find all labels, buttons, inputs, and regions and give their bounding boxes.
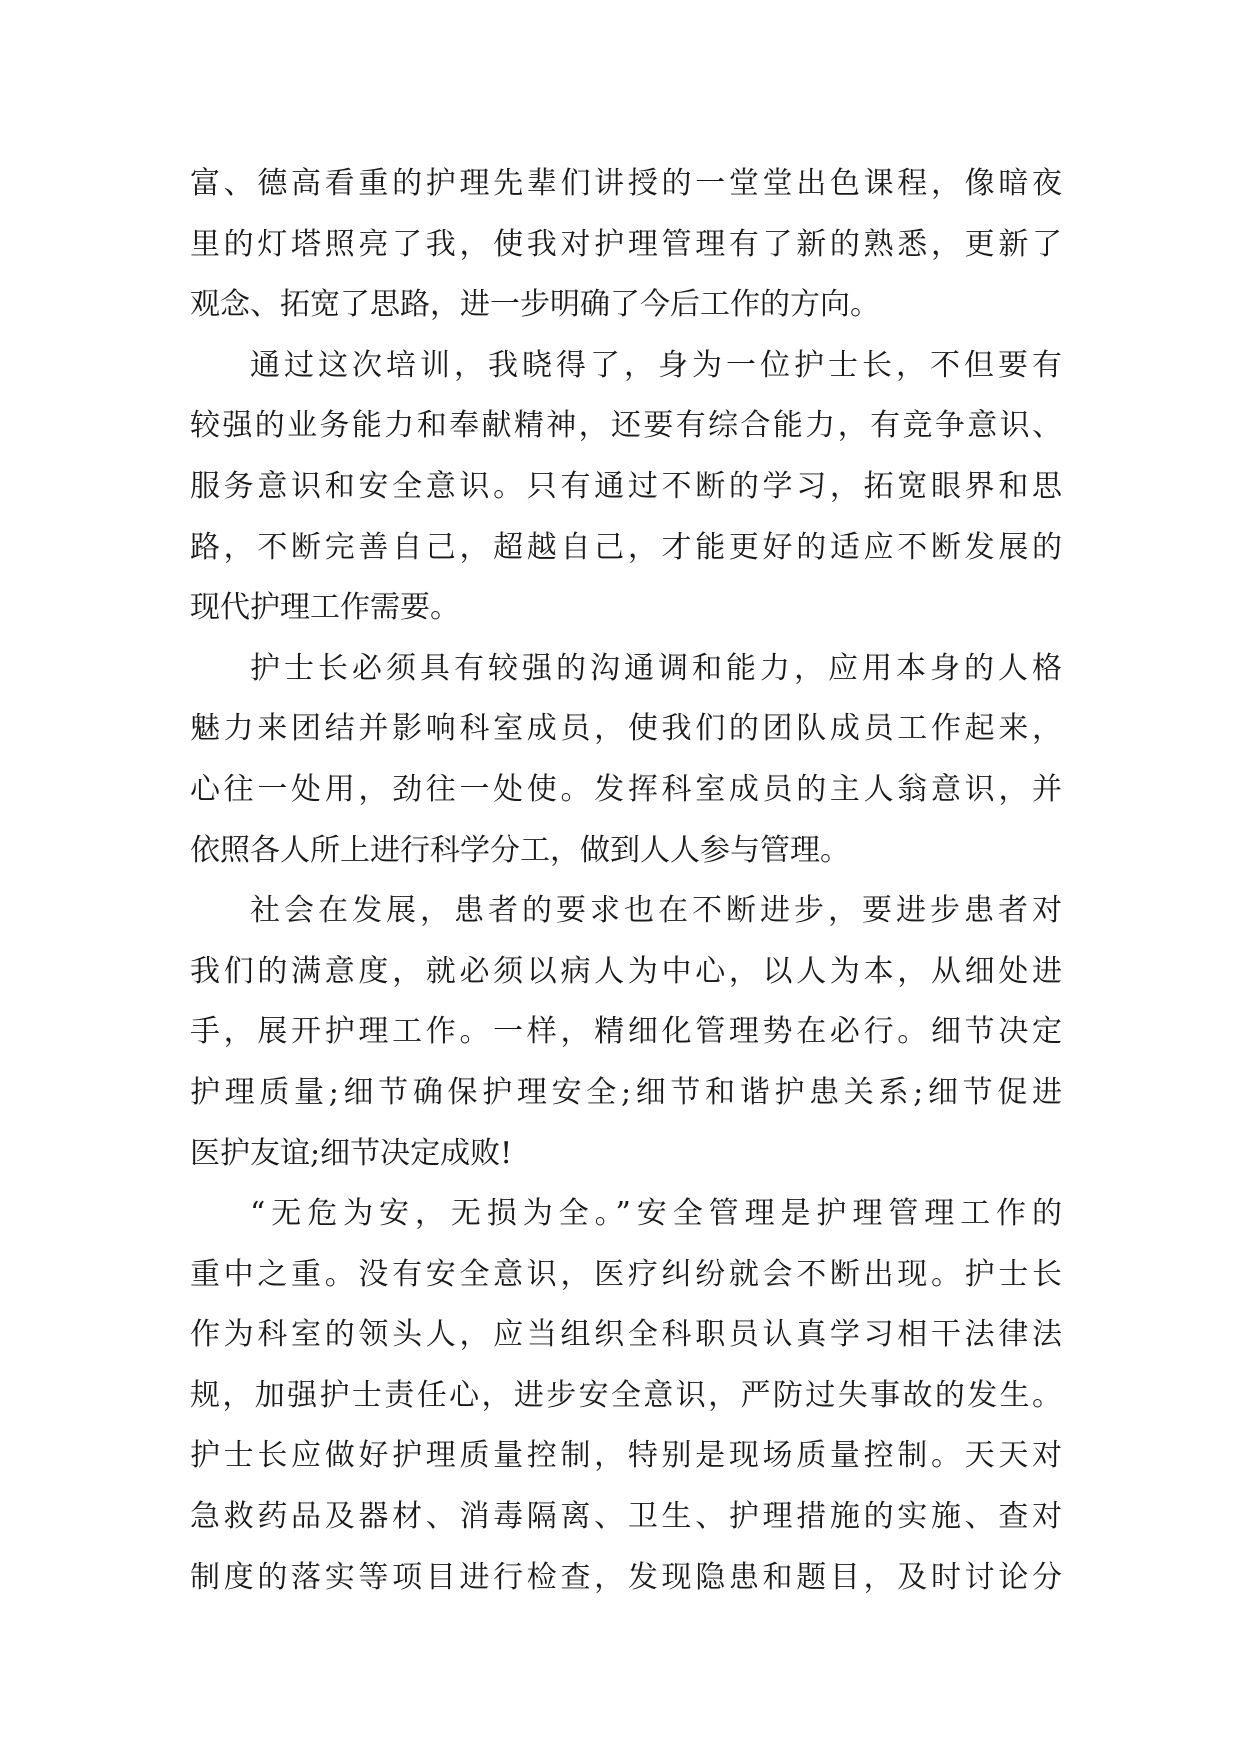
text-line: 护士长应做好护理质量控制，特别是现场质量控制。天天对 [190,1438,1062,1474]
text-line: 重中之重。没有安全意识，医疗纠纷就会不断出现。护士长 [190,1256,1062,1292]
text-line: 我们的满意度，就必须以病人为中心，以人为本，从细处进 [190,953,1062,989]
text-line: “无危为安，无损为全。”安全管理是护理管理工作的 [250,1196,1062,1232]
paragraph [190,336,1062,639]
paragraph [190,1184,1062,1608]
text-line: 手，展开护理工作。一样，精细化管理势在必行。细节决定 [190,1014,1062,1050]
text-line: 较强的业务能力和奉献精神，还要有综合能力，有竞争意识、 [190,408,1062,444]
text-line: 服务意识和安全意识。只有通过不断的学习，拓宽眼界和思 [190,468,1062,504]
text-line: 医护友谊;细节决定成败! [190,1135,513,1171]
text-line: 作为科室的领头人，应当组织全科职员认真学习相干法律法 [190,1317,1062,1353]
text-line: 依照各人所上进行科学分工，做到人人参与管理。 [190,832,850,868]
text-line: 通过这次培训，我晓得了，身为一位护士长，不但要有 [250,347,1062,383]
text-line: 里的灯塔照亮了我，使我对护理管理有了新的熟悉，更新了 [190,226,1062,262]
paragraph [190,154,1062,336]
text-line: 护士长必须具有较强的沟通调和能力，应用本身的人格 [250,650,1062,686]
text-line: 护理质量;细节确保护理安全;细节和谐护患关系;细节促进 [190,1074,1062,1110]
text-line: 急救药品及器材、消毒隔离、卫生、护理措施的实施、查对 [190,1499,1062,1535]
paragraph [190,881,1062,1184]
text-line: 社会在发展，患者的要求也在不断进步，要进步患者对 [250,893,1062,929]
text-line: 路，不断完善自己，超越自己，才能更好的适应不断发展的 [190,529,1062,565]
paragraph [190,639,1062,881]
text-line: 魅力来团结并影响科室成员，使我们的团队成员工作起来， [190,711,1062,747]
text-line: 观念、拓宽了思路，进一步明确了今后工作的方向。 [190,287,880,323]
body-text [190,154,1062,1608]
text-line: 富、德高看重的护理先辈们讲授的一堂堂出色课程，像暗夜 [190,166,1062,201]
text-line: 制度的落实等项目进行检查，发现隐患和题目，及时讨论分 [190,1559,1062,1595]
text-line: 现代护理工作需要。 [190,590,460,626]
text-line: 规，加强护士责任心，进步安全意识，严防过失事故的发生。 [190,1377,1062,1413]
text-line: 心往一处用，劲往一处使。发挥科室成员的主人翁意识，并 [190,771,1062,807]
